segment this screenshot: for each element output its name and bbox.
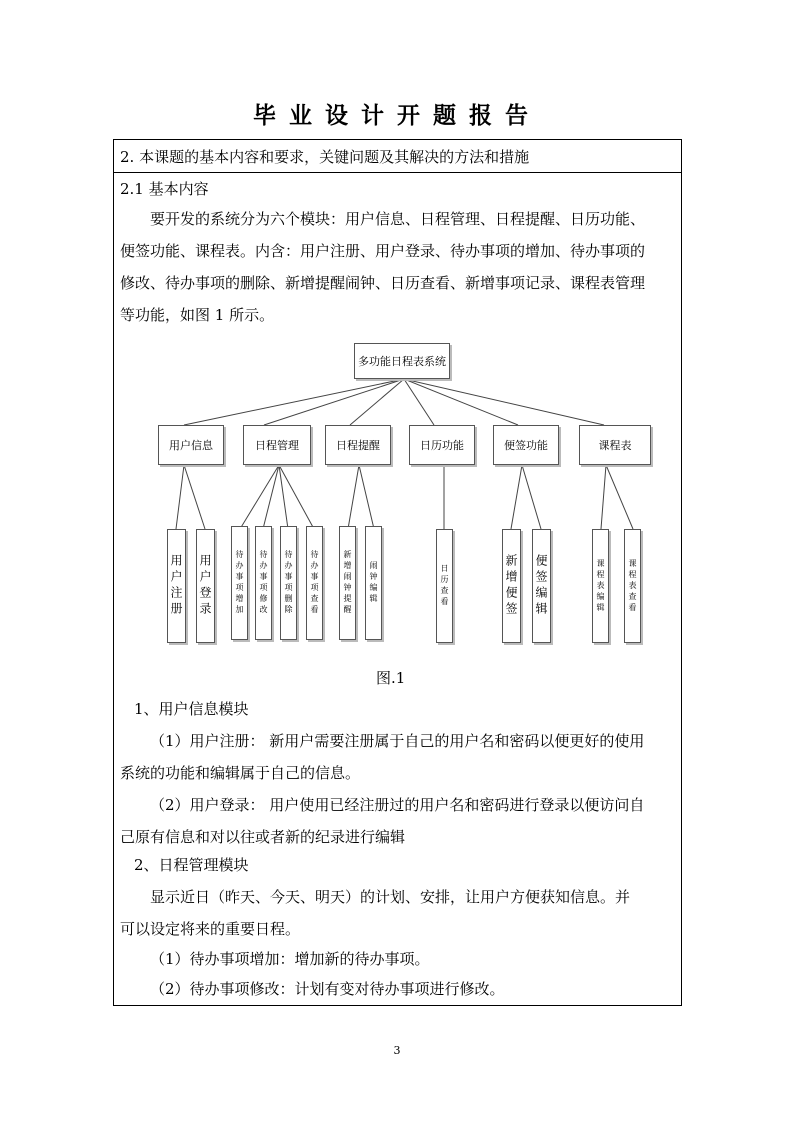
leaf-user-login: 用户登录 bbox=[196, 529, 215, 643]
module-box-notes: 便签功能 bbox=[493, 425, 559, 465]
leaf-timetable-edit: 课程表编辑 bbox=[592, 529, 609, 643]
report-table bbox=[113, 139, 682, 1006]
leaf-note-add: 新增便签 bbox=[502, 529, 521, 643]
root-box: 多功能日程表系统 bbox=[354, 343, 450, 379]
module1-item1-line1: （1）用户注册： 新用户需要注册属于自己的用户名和密码以便更好的使用 bbox=[150, 732, 645, 750]
figure-caption: 图.1 bbox=[376, 669, 406, 687]
module2-desc-line1: 显示近日（昨天、今天、明天）的计划、安排，让用户方便获知信息。并 bbox=[150, 888, 631, 906]
leaf-note-edit: 便签编辑 bbox=[532, 529, 551, 643]
module1-item2-line1: （2）用户登录： 用户使用已经注册过的用户名和密码进行登录以便访问自 bbox=[150, 796, 645, 814]
module-box-schedule: 日程管理 bbox=[243, 425, 311, 465]
intro-line-3: 修改、待办事项的删除、新增提醒闹钟、日历查看、新增事项记录、课程表管理 bbox=[120, 274, 646, 292]
module-box-calendar: 日历功能 bbox=[409, 425, 475, 465]
leaf-alarm-edit: 闹钟编辑 bbox=[365, 526, 382, 640]
section-header-row bbox=[114, 140, 681, 173]
module2-item2: （2）待办事项修改：计划有变对待办事项进行修改。 bbox=[150, 980, 505, 998]
module2-item1: （1）待办事项增加：增加新的待办事项。 bbox=[150, 950, 430, 968]
subheading: 2.1 基本内容 bbox=[120, 180, 209, 198]
module2-heading: 2、日程管理模块 bbox=[134, 856, 249, 874]
diagram-connectors bbox=[154, 339, 654, 649]
leaf-timetable-view: 课程表查看 bbox=[624, 529, 641, 643]
leaf-alarm-add: 新增闹钟提醒 bbox=[339, 526, 356, 640]
leaf-todo-delete: 待办事项删除 bbox=[280, 526, 297, 640]
leaf-todo-view: 待办事项查看 bbox=[306, 526, 323, 640]
leaf-todo-add: 待办事项增加 bbox=[231, 526, 248, 640]
page-title: 毕业设计开题报告 bbox=[253, 102, 541, 129]
leaf-calendar-view: 日历查看 bbox=[436, 529, 453, 643]
module-box-reminder: 日程提醒 bbox=[325, 425, 391, 465]
module1-item2-line2: 己原有信息和对以往或者新的纪录进行编辑 bbox=[120, 828, 406, 846]
module2-desc-line2: 可以设定将来的重要日程。 bbox=[120, 920, 301, 938]
module-box-user-info: 用户信息 bbox=[158, 425, 224, 465]
leaf-todo-edit: 待办事项修改 bbox=[255, 526, 272, 640]
module1-heading: 1、用户信息模块 bbox=[134, 700, 249, 718]
section-heading: 2. 本课题的基本内容和要求，关键问题及其解决的方法和措施 bbox=[120, 148, 530, 166]
module1-item1-line2: 系统的功能和编辑属于自己的信息。 bbox=[120, 764, 361, 782]
intro-line-2: 便签功能、课程表。内含：用户注册、用户登录、待办事项的增加、待办事项的 bbox=[120, 242, 646, 260]
leaf-user-register: 用户注册 bbox=[167, 529, 186, 643]
page-number: 3 bbox=[393, 1044, 401, 1057]
module-box-timetable: 课程表 bbox=[579, 425, 651, 465]
intro-line-1: 要开发的系统分为六个模块：用户信息、日程管理、日程提醒、日历功能、 bbox=[150, 210, 646, 228]
intro-line-4: 等功能，如图 1 所示。 bbox=[120, 306, 275, 324]
